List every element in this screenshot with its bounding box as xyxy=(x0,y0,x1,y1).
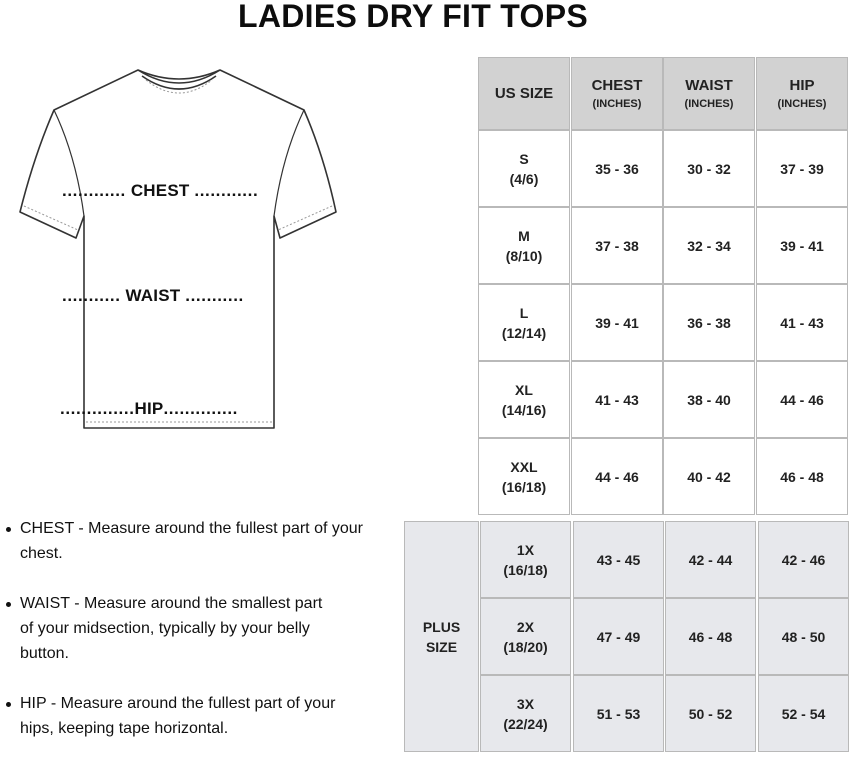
plus-size-equivalent: (22/24) xyxy=(503,715,548,732)
plus-size-label-group xyxy=(503,694,547,734)
page-title: LADIES DRY FIT TOPS xyxy=(237,0,589,34)
waist-value-cell xyxy=(663,130,755,207)
hip-value-cell xyxy=(756,284,848,361)
plus-hip-value-cell xyxy=(758,598,849,675)
plus-size-label xyxy=(423,617,460,657)
plus-label-line2: SIZE xyxy=(425,638,458,655)
plus-size-cell xyxy=(480,675,571,752)
size-label-group xyxy=(502,457,546,497)
header-chest-label: CHEST xyxy=(591,77,643,94)
chest-label: CHEST xyxy=(130,181,190,200)
plus-size-label-group xyxy=(503,617,547,657)
chest-value-cell xyxy=(571,207,663,284)
waist-value: 36 - 38 xyxy=(687,314,731,331)
waist-label: WAIST xyxy=(125,286,181,305)
size-code: XXL xyxy=(510,458,538,475)
size-label-group xyxy=(502,380,546,420)
plus-waist-value-cell xyxy=(665,675,756,752)
plus-waist-value-cell xyxy=(665,521,756,598)
plus-size-equivalent: (18/20) xyxy=(503,638,548,655)
hip-value: 44 - 46 xyxy=(780,391,824,408)
header-waist-label: WAIST xyxy=(685,77,733,94)
tshirt-diagram-icon xyxy=(14,66,344,432)
header-waist-unit: (INCHES) xyxy=(684,98,734,110)
size-equivalent: (8/10) xyxy=(505,247,543,264)
chest-value: 39 - 41 xyxy=(595,314,639,331)
chest-value: 37 - 38 xyxy=(595,237,639,254)
plus-hip-value-cell xyxy=(758,675,849,752)
plus-hip-value: 42 - 46 xyxy=(781,551,826,568)
plus-size-label-group xyxy=(503,540,547,580)
plus-hip-value-cell xyxy=(758,521,849,598)
waist-value-cell xyxy=(663,438,755,515)
chest-value: 35 - 36 xyxy=(595,160,639,177)
plus-waist-value: 50 - 52 xyxy=(688,705,733,722)
size-code: S xyxy=(519,150,529,167)
chest-value: 44 - 46 xyxy=(595,468,639,485)
plus-size-equivalent: (16/18) xyxy=(503,561,548,578)
header-chest-text xyxy=(592,77,643,110)
size-equivalent: (12/14) xyxy=(501,324,547,341)
size-label-group xyxy=(502,303,546,343)
waist-value-cell xyxy=(663,361,755,438)
instruction-chest: CHEST - Measure around the fullest part of your chest. xyxy=(4,516,375,566)
hip-label: HIP xyxy=(134,399,164,418)
waist-value: 32 - 34 xyxy=(687,237,731,254)
size-cell xyxy=(478,207,570,284)
size-cell xyxy=(478,284,570,361)
waist-value-cell xyxy=(663,207,755,284)
header-hip-unit: (INCHES) xyxy=(777,98,827,110)
size-code: L xyxy=(519,304,529,321)
plus-chest-value: 47 - 49 xyxy=(596,628,641,645)
hip-value-cell xyxy=(756,130,848,207)
hip-measure-line: ..............HIP.............. xyxy=(60,399,239,418)
hip-value-cell xyxy=(756,207,848,284)
size-label-group xyxy=(506,226,543,266)
plus-waist-value: 46 - 48 xyxy=(688,628,733,645)
plus-waist-value-cell xyxy=(665,598,756,675)
waist-value-cell xyxy=(663,284,755,361)
chest-value: 41 - 43 xyxy=(595,391,639,408)
header-chest-unit: (INCHES) xyxy=(592,98,642,110)
size-equivalent: (14/16) xyxy=(501,401,547,418)
size-label-group xyxy=(510,149,539,189)
waist-value: 38 - 40 xyxy=(687,391,731,408)
size-equivalent: (4/6) xyxy=(509,170,539,187)
size-code: XL xyxy=(515,381,533,398)
plus-chest-value-cell xyxy=(573,521,664,598)
header-us-size-label: US SIZE xyxy=(494,85,554,102)
hip-value: 39 - 41 xyxy=(780,237,824,254)
measurement-instructions xyxy=(4,516,384,766)
instruction-hip: HIP - Measure around the fullest part of your hips, keeping tape horizontal. xyxy=(4,691,360,741)
chest-value-cell xyxy=(571,130,663,207)
plus-size-code: 3X xyxy=(516,695,535,712)
chest-value-cell xyxy=(571,361,663,438)
waist-value: 40 - 42 xyxy=(687,468,731,485)
plus-hip-value: 52 - 54 xyxy=(781,705,826,722)
chest-value-cell xyxy=(571,438,663,515)
plus-chest-value-cell xyxy=(573,598,664,675)
size-cell xyxy=(478,361,570,438)
hip-value-cell xyxy=(756,438,848,515)
header-chest xyxy=(571,57,663,130)
header-hip-text xyxy=(778,77,827,110)
size-equivalent: (16/18) xyxy=(501,478,547,495)
hip-value: 41 - 43 xyxy=(780,314,824,331)
plus-chest-value-cell xyxy=(573,675,664,752)
header-waist xyxy=(663,57,755,130)
size-cell xyxy=(478,130,570,207)
size-cell xyxy=(478,438,570,515)
size-code: M xyxy=(518,227,530,244)
hip-value: 37 - 39 xyxy=(780,160,824,177)
chest-value-cell xyxy=(571,284,663,361)
plus-chest-value: 51 - 53 xyxy=(596,705,641,722)
instruction-waist: WAIST - Measure around the smallest part of your midsection, typically by your belly button. xyxy=(4,591,340,666)
plus-size-cell xyxy=(480,521,571,598)
plus-hip-value: 48 - 50 xyxy=(781,628,826,645)
hip-value: 46 - 48 xyxy=(780,468,824,485)
plus-size-cell xyxy=(480,598,571,675)
waist-measure-line: ........... WAIST ........... xyxy=(62,286,244,305)
header-hip xyxy=(756,57,848,130)
plus-size-label-cell xyxy=(404,521,479,752)
plus-size-code: 2X xyxy=(516,618,535,635)
header-waist-text xyxy=(685,77,734,110)
plus-label-line1: PLUS xyxy=(422,618,461,635)
header-hip-label: HIP xyxy=(789,77,815,94)
waist-value: 30 - 32 xyxy=(687,160,731,177)
plus-waist-value: 42 - 44 xyxy=(688,551,733,568)
plus-chest-value: 43 - 45 xyxy=(596,551,641,568)
header-us-size xyxy=(478,57,570,130)
hip-value-cell xyxy=(756,361,848,438)
chest-measure-line: ............ CHEST ............ xyxy=(62,181,259,200)
plus-size-code: 1X xyxy=(516,541,535,558)
